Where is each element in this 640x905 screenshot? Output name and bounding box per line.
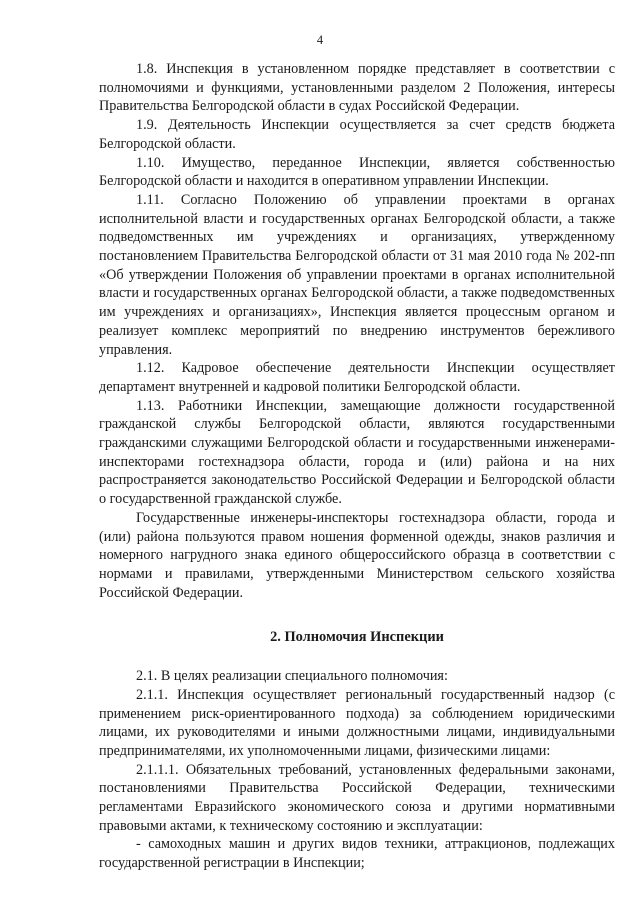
paragraph-1-11: 1.11. Согласно Положению об управлении проектами в органах исполнительной власти и государственных органах Белгородской области, а также подведомственных им учреждениях и организациях, утвержденному постановлением Правительства Белгородской области от 31 мая 2010 года № 202-пп «Об утверждении Положения об управлении проектами в органах исполнительной власти и государственных органах Белгородской области, а также подведомственных им учреждениях и организациях», Инспекция является процессным органом и реализует комплекс мероприятий по внедрению инструментов бережливого управления.	[99, 191, 615, 358]
paragraph-2-1-1-1: 2.1.1.1. Обязательных требований, установленных федеральными законами, постановлениями Правительства Российской Федерации, техническими регламентами Евразийского экономического союза и другими нормативными правовыми актами, к техническому состоянию и эксплуатации:	[99, 761, 615, 834]
paragraph-2-1-1: 2.1.1. Инспекция осуществляет региональный государственный надзор (с применением риск-ориентированного подхода) за соблюдением юридическими лицами, их руководителями и иными должностными лицами, индивидуальными предпринимателями, их уполномоченными лицами, физическими лицами:	[99, 686, 615, 759]
document-body	[99, 60, 615, 873]
section-heading: 2. Полномочия Инспекции	[270, 629, 444, 646]
paragraph-1-9: 1.9. Деятельность Инспекции осуществляется за счет средств бюджета Белгородской области.	[99, 117, 615, 152]
paragraph-1-12: 1.12. Кадровое обеспечение деятельности Инспекции осуществляет департамент внутренней и кадровой политики Белгородской области.	[99, 360, 615, 395]
paragraph-1-8: 1.8. Инспекция в установленном порядке представляет в соответствии с полномочиями и функциями, установленными разделом 2 Положения, интересы Правительства Белгородской области в судах Российской Федерации.	[99, 61, 615, 115]
paragraph-list-item: - самоходных машин и других видов техники, аттракционов, подлежащих государственной регистрации в Инспекции;	[99, 836, 615, 872]
paragraph-1-10: 1.10. Имущество, переданное Инспекции, является собственностью Белгородской области и находится в оперативном управлении Инспекции.	[99, 154, 615, 190]
paragraph-1-13: 1.13. Работники Инспекции, замещающие должности государственной гражданской службы Белгородской области, являются государственными гражданскими служащими Белгородской области и государственными инженерами-инспекторами гостехнадзора области, города и (или) района и на них распространяется законодательство Российской Федерации и Белгородской области о государственной гражданской службе.	[99, 397, 615, 508]
page-number: 4	[316, 33, 324, 47]
paragraph-inspectors: Государственные инженеры-инспекторы гостехнадзора области, города и (или) района пользуются правом ношения форменной одежды, знаков различия и номерного нагрудного знака единого общероссийского образца в соответствии с нормами и правилами, утвержденными Министерством сельского хозяйства Российской Федерации.	[99, 509, 615, 601]
paragraph-2-1: 2.1. В целях реализации специального полномочия:	[136, 668, 448, 685]
